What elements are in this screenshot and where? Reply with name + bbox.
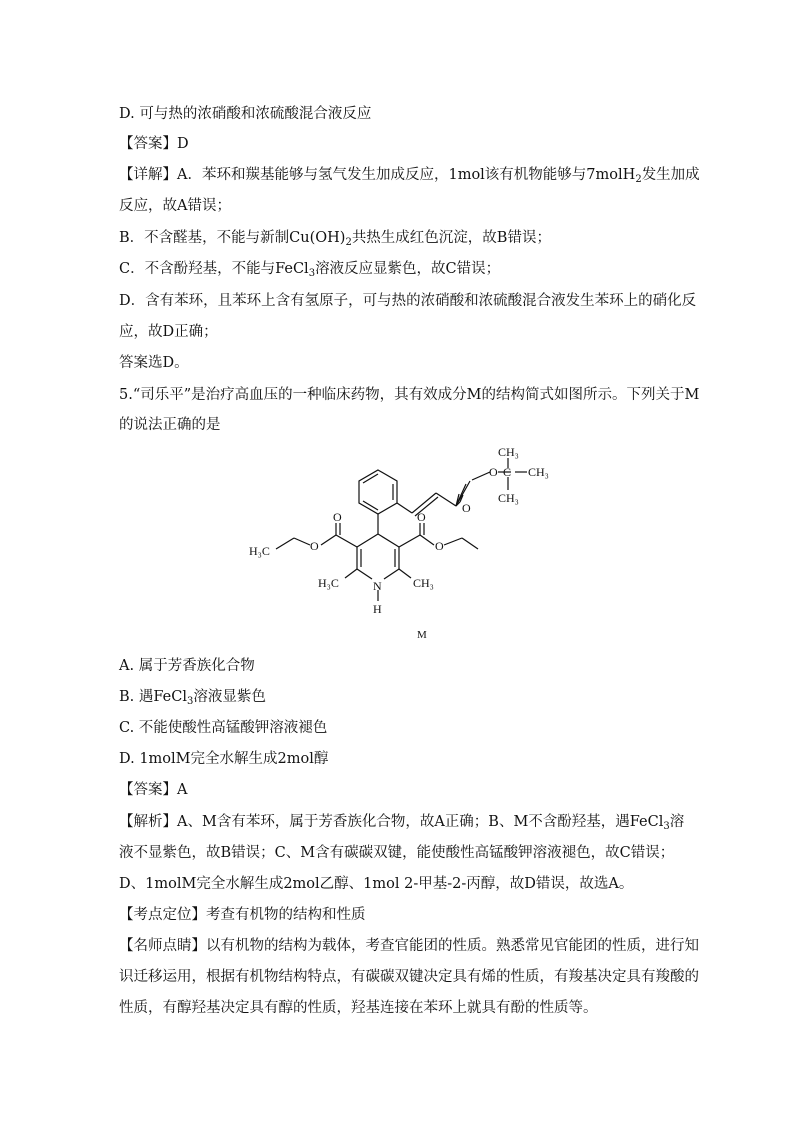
compound-label: M [417,629,427,641]
option-b-line: B. 遇FeCl$_3$溶液显紫色 [119,689,266,707]
option-d-line: D. 可与热的浓硝酸和浓硫酸混合液反应 [119,106,372,122]
analysis-line-1: 【解析】A、M含有苯环，属于芳香族化合物，故A正确；B、M不含酚羟基，遇FeCl$_3$溶 [119,814,685,832]
h3c-left-label: H₃C [249,544,270,558]
n-label: N [373,579,382,593]
h3c-ring-label: H₃C [318,576,339,590]
ch3-top-label: CH₃ [498,445,519,459]
ch3-ring-label: CH₃ [413,576,434,590]
explanation-line-3: B．不含醛基，不能与新制$Cu(OH)_2$共热生成红色沉淀，故B错误； [119,230,551,248]
answer-2-line: 【答案】A [119,782,188,798]
o-right-ester-label: O [435,539,444,553]
question-5-line-2: 的说法正确的是 [119,417,221,433]
option-c-line: C. 不能使酸性高锰酸钾溶液褪色 [119,720,328,736]
analysis-line-3: D、1molM完全水解生成2mol乙醇、1mol 2-甲基-2-丙醇，故D错误，故选A。 [119,876,634,892]
ch3-bottom-label: CH₃ [498,491,519,505]
explanation-line-4: C．不含酚羟基，不能与FeCl$_3$溶液反应显紫色，故C错误； [119,261,501,279]
teacher-note-line-2: 识迁移运用，根据有机物结构特点，有碳碳双键决定具有烯的性质，有羧基决定具有羧酸的 [119,969,699,985]
analysis-line-2: 液不显紫色，故B错误；C、M含有碳碳双键，能使酸性高锰酸钾溶液褪色，故C错误； [119,845,675,861]
teacher-note-line-1: 【名师点睛】以有机物的结构为载体，考查官能团的性质。熟悉常见官能团的性质，进行知 [119,938,699,954]
question-5-line-1: 5.“司乐平”是治疗高血压的一种临床药物，其有效成分M的结构简式如图所示。下列关于M [119,387,700,403]
answer-choice-line: 答案选D。 [119,355,189,371]
teacher-note-line-3: 性质，有醇羟基决定具有醇的性质，羟基连接在苯环上就具有酚的性质等。 [119,1000,598,1016]
ch3-right-label: CH₃ [528,465,549,479]
explanation-line-1: 【详解】A．苯环和羰基能够与氢气发生加成反应，1mol该有机物能够与7molH$_2$发生加成 [119,167,700,185]
explanation-line-6: 应，故D正确； [119,324,218,340]
o-ester-label: O [489,465,498,479]
structure-bonds [276,458,527,601]
o-left-carbonyl-label: O [333,510,342,524]
h-label: H [373,602,382,616]
o-right-carbonyl-label: O [417,510,426,524]
o-left-ester-label: O [310,539,319,553]
option-d2-line: D. 1molM完全水解生成2mol醇 [119,751,329,767]
o-carbonyl-top-label: O [462,501,471,515]
answer-line: 【答案】D [119,136,189,152]
option-a-line: A. 属于芳香族化合物 [119,658,255,674]
exam-point-line: 【考点定位】考查有机物的结构和性质 [119,907,366,923]
explanation-line-2: 反应，故A错误； [119,198,231,214]
explanation-line-5: D．含有苯环，且苯环上含有氢原子，可与热的浓硝酸和浓硫酸混合液发生苯环上的硝化反 [119,293,697,309]
c-quaternary-label: C [503,465,512,479]
benzene-ring [359,470,397,514]
